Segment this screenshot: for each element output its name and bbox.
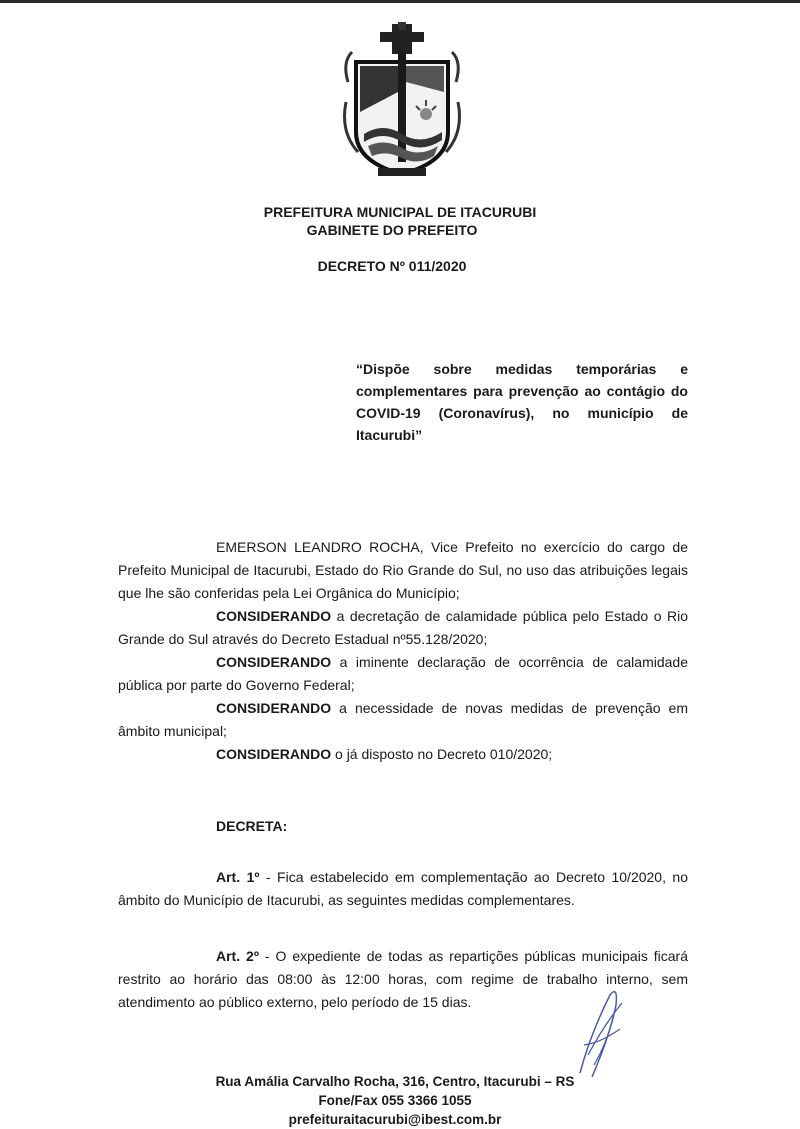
article-2-lead: Art. 2º [216, 948, 259, 964]
decree-preamble [118, 536, 688, 766]
considerando-paragraph [118, 605, 688, 651]
decree-number: DECRETO Nº 011/2020 [317, 258, 467, 274]
intro-paragraph: EMERSON LEANDRO ROCHA, Vice Prefeito no exercício do cargo de Prefeito Municipal de Itacurubi, Estado do Rio Grande do Sul, no uso das atribuições legais que lhe são conferidas pela Lei Orgânica do Município; [118, 539, 688, 601]
dept-name: GABINETE DO PREFEITO [306, 222, 478, 238]
footer-address: Rua Amália Carvalho Rocha, 316, Centro, Itacurubi – RS [215, 1074, 575, 1089]
considerando-text: a iminente declaração de ocorrência de calamidade pública por parte do Governo Federal; [118, 654, 688, 693]
considerando-lead: CONSIDERANDO [216, 700, 332, 716]
scan-edge [0, 0, 800, 3]
ementa: “Dispõe sobre medidas temporárias e complementares para prevenção ao contágio do COVID-19 (Coronavírus), no município de Itacurubi” [356, 361, 688, 443]
footer [0, 1072, 800, 1129]
coat-of-arms-icon [338, 22, 466, 180]
considerando-paragraph [118, 697, 688, 743]
considerando-text: a necessidade de novas medidas de prevenção em âmbito municipal; [118, 700, 688, 739]
org-name: PREFEITURA MUNICIPAL DE ITACURUBI [263, 204, 537, 220]
article-1-text: - Fica estabelecido em complementação ao Decreto 10/2020, no âmbito do Município de Itacurubi, as seguintes medidas complementares. [118, 869, 688, 908]
footer-phone: Fone/Fax 055 3366 1055 [318, 1093, 472, 1108]
article-1-paragraph [118, 866, 688, 912]
article-1 [118, 866, 688, 912]
considerando-lead: CONSIDERANDO [216, 746, 332, 762]
considerando-paragraph [118, 743, 688, 766]
decreta-heading: DECRETA: [216, 818, 288, 834]
considerando-text: o já disposto no Decreto 010/2020; [331, 746, 553, 762]
footer-email: prefeituraitacurubi@ibest.com.br [288, 1112, 502, 1127]
considerando-lead: CONSIDERANDO [216, 608, 332, 624]
considerando-paragraph [118, 651, 688, 697]
signature-icon [570, 985, 630, 1085]
considerando-lead: CONSIDERANDO [216, 654, 332, 670]
considerando-text: a decretação de calamidade pública pelo Estado o Rio Grande do Sul através do Decreto Estadual nº55.128/2020; [118, 608, 688, 647]
article-2-text: - O expediente de todas as repartições públicas municipais ficará restrito ao horário das 08:00 às 12:00 horas, com regime de trabalho interno, sem atendimento ao público externo, pelo período de 15 dias. [118, 948, 688, 1010]
article-1-lead: Art. 1º [216, 869, 260, 885]
